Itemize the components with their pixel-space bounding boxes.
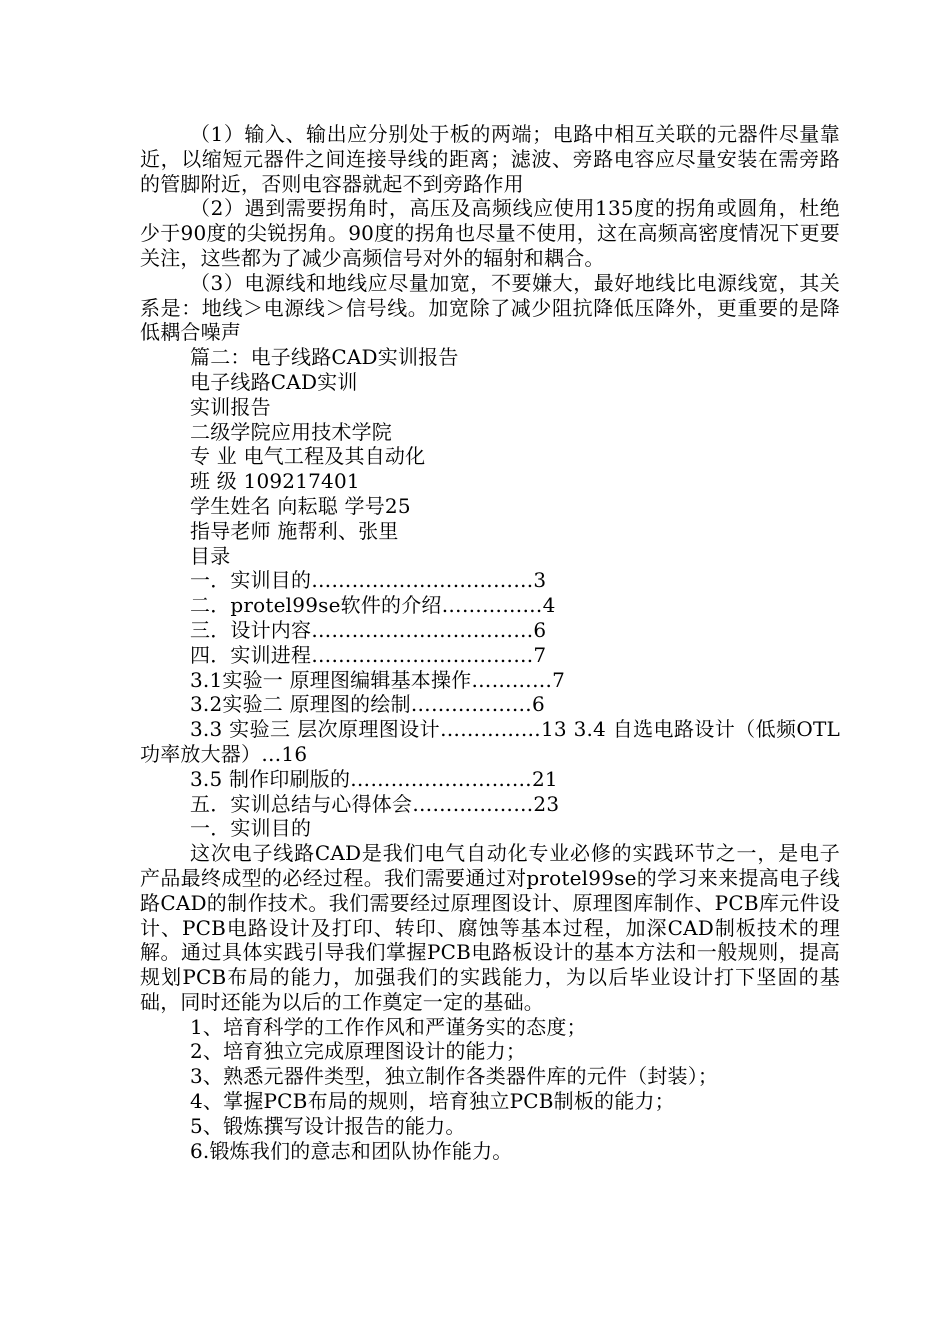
goal-item: 5、锻炼撰写设计报告的能力。 xyxy=(190,1113,466,1138)
report-course-title: 电子线路CAD实训 xyxy=(190,369,358,394)
class-line: 班 级 109217401 xyxy=(190,469,360,494)
section-title: 篇二：电子线路CAD实训报告 xyxy=(190,345,459,370)
section-heading-purpose: 一．实训目的 xyxy=(190,816,312,841)
goal-item: 1、培育科学的工作作风和严谨务实的态度； xyxy=(190,1014,587,1039)
toc-item: 五．实训总结与心得体会………………23 xyxy=(190,791,560,816)
goal-item: 6.锻炼我们的意志和团队协作能力。 xyxy=(190,1138,513,1163)
paragraph-purpose: 这次电子线路CAD是我们电气自动化专业必修的实践环节之一，是电子产品最终成型的必经过程。我们需要通过对protel99se的学习来来提高电子线路CAD的制作技术。我们需要经过原理图设计、原理图库制作、PCB库元件设计、PCB电路设计及打印、转印、腐蚀等基本过程，加深CAD制板技术的理解。通过具体实践引导我们掌握PCB电路板设计的基本方法和一般规则，提高规划PCB布局的能力，加强我们的实践能力，为以后毕业设计打下坚固的基础，同时还能为以后的工作奠定一定的基础。 xyxy=(140,841,840,1014)
report-type: 实训报告 xyxy=(190,394,271,419)
goal-item: 2、培育独立完成原理图设计的能力； xyxy=(190,1039,527,1064)
toc-item: 四．实训进程……………………………7 xyxy=(190,642,547,667)
toc-item: 3.2实验二 原理图的绘制………………6 xyxy=(190,692,545,717)
college-line: 二级学院应用技术学院 xyxy=(190,419,392,444)
toc-heading: 目录 xyxy=(190,543,231,568)
toc-item: 三．设计内容……………………………6 xyxy=(190,617,547,642)
goal-item: 3、熟悉元器件类型，独立制作各类器件库的元件（封装）； xyxy=(190,1064,719,1089)
toc-item: 3.1实验一 原理图编辑基本操作…………7 xyxy=(190,667,566,692)
document-body xyxy=(140,122,840,1163)
paragraph-layout-rule-1: （1）输入、输出应分别处于板的两端；电路中相互关联的元器件尽量靠近，以缩短元器件之间连接导线的距离；滤波、旁路电容应尽量安装在需旁路的管脚附近，否则电容器就起不到旁路作用 xyxy=(140,122,840,196)
student-line: 学生姓名 向耘聪 学号25 xyxy=(190,493,411,518)
advisor-line: 指导老师 施帮利、张里 xyxy=(190,518,399,543)
toc-item: 3.5 制作印刷版的………………………21 xyxy=(190,766,558,791)
toc-item: 一．实训目的……………………………3 xyxy=(190,568,547,593)
toc-item-wrapped: 3.3 实验三 层次原理图设计……………13 3.4 自选电路设计（低频OTL功率放大器）…16 xyxy=(140,717,840,766)
goal-item: 4、掌握PCB布局的规则，培育独立PCB制板的能力； xyxy=(190,1089,675,1114)
toc-item: 二．protel99se软件的介绍……………4 xyxy=(190,593,556,618)
paragraph-layout-rule-2: （2）遇到需要拐角时，高压及高频线应使用135度的拐角或圆角，杜绝少于90度的尖锐拐角。90度的拐角也尽量不使用，这在高频高密度情况下更要关注，这些都为了减少高频信号对外的辐射和耦合。 xyxy=(140,196,840,270)
major-line: 专 业 电气工程及其自动化 xyxy=(190,444,426,469)
paragraph-layout-rule-3: （3）电源线和地线应尽量加宽，不要嫌大，最好地线比电源线宽，其关系是：地线＞电源线＞信号线。加宽除了减少阻抗降低压降外，更重要的是降低耦合噪声 xyxy=(140,270,840,345)
